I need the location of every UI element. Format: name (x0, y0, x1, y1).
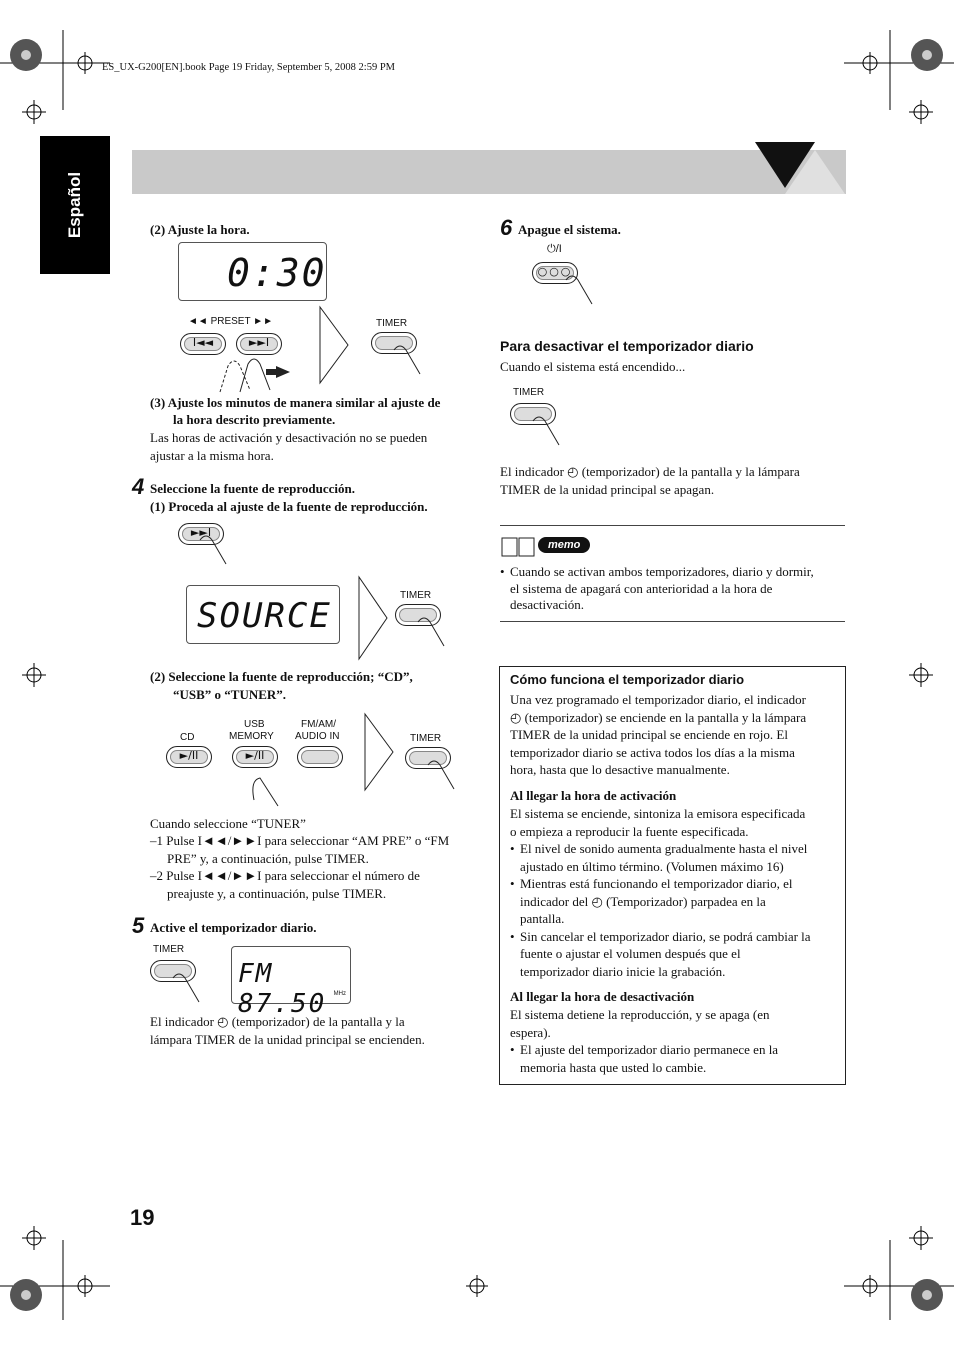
lcd-display-time (178, 242, 327, 301)
timer-label-4: TIMER (153, 944, 185, 955)
box-b2-line: • Mientras está funcionando el temporizador diario, el (520, 876, 793, 891)
info-box (499, 666, 846, 1085)
box-p2-line: El sistema se enciende, sintoniza la emisora especificada (510, 806, 806, 821)
box-b1-line: • El nivel de sonido aumenta gradualmente hasta el nivel (520, 841, 808, 856)
finger-icon-6 (169, 970, 209, 1006)
box-b3-line: temporizador diario inicie la grabación. (520, 963, 726, 979)
lcd-fm-text: FM 87.50 (238, 959, 327, 1019)
section-banner (132, 150, 846, 194)
tuner-line-4: –2 Pulse I◄◄/►►I para seleccionar el número de (150, 868, 420, 883)
lcd-mhz-unit: MHz (333, 991, 346, 997)
step5-body-1: El indicador ◴ (temporizador) de la pantalla y la (150, 1014, 405, 1029)
next-arrow-icon (318, 305, 350, 385)
usb-play-button[interactable] (232, 746, 278, 768)
standby-dots: ○○○ (537, 265, 573, 278)
box-p1-line: temporizador diario se activa todos los días a la misma (510, 744, 795, 760)
page-number: 19 (130, 1205, 155, 1230)
step2-title: (2) Ajuste la hora. (150, 222, 250, 237)
step6-number: 6 (500, 215, 513, 240)
box-b3-line: • Sin cancelar el temporizador diario, se podrá cambiar la (520, 928, 811, 944)
usb-play-glyph: ►/II (245, 749, 265, 762)
timer-label-5: TIMER (513, 387, 545, 398)
fm-label-2: AUDIO IN (295, 731, 340, 742)
fm-label-1: FM/AM/ (301, 719, 336, 730)
step5-body-2: lámpara TIMER de la unidad principal se encienden. (150, 1032, 425, 1047)
next-arrow-icon-3 (363, 712, 395, 792)
box-deactivation-list (510, 1041, 844, 1076)
box-p1-line: Una vez programado el temporizador diario, el indicador (510, 692, 806, 707)
memo-bottom-rule (500, 621, 845, 622)
memo-line-2: el sistema de apagará con anterioridad a la hora de (510, 580, 773, 596)
step6-title: Apague el sistema. (518, 222, 621, 237)
box-p3-line: El sistema detiene la reproducción, y se apaga (en (510, 1007, 770, 1022)
lcd-source-text: SOURCE (197, 596, 332, 636)
box-heading-activation: Al llegar la hora de activación (510, 788, 677, 803)
step4-number: 4 (132, 474, 145, 499)
box-title: Cómo funciona el temporizador diario (510, 672, 745, 687)
box-activation-list (510, 840, 844, 980)
language-tab (40, 136, 110, 274)
timer-label-2: TIMER (400, 590, 432, 601)
finger-icon-5 (424, 757, 464, 793)
step4-sub2-2: “USB” o “TUNER”. (173, 687, 287, 702)
usb-label-1: USB (244, 719, 265, 730)
cd-play-glyph: ►/II (179, 749, 199, 762)
tuner-line-5: preajuste y, a continuación, pulse TIMER. (167, 886, 387, 901)
lcd-time-text: 0:30 (227, 251, 327, 295)
file-info-header: ES_UX-G200[EN].book Page 19 Friday, September 5, 2008 2:59 PM (102, 62, 396, 73)
finger-icon-3 (414, 614, 454, 650)
section-title: Para desactivar el temporizador diario (500, 338, 754, 354)
memo-top-rule (500, 525, 845, 526)
finger-icon-1 (390, 342, 430, 378)
finger-icon-2 (196, 532, 236, 568)
banner-triangle-icon (755, 140, 850, 196)
box-paragraph-3 (510, 1006, 840, 1041)
timer-label-1: TIMER (376, 318, 408, 329)
lcd-display-source (186, 585, 340, 644)
tuner-line-2: –1 Pulse I◄◄/►►I para seleccionar “AM PRE” o “FM (150, 833, 450, 848)
next-glyph-2: ►►I (190, 526, 212, 539)
box-b1-line: ajustado en último término. (Volumen máximo 16) (520, 858, 784, 874)
step3-body-1: Las horas de activación y desactivación no se pueden (150, 430, 428, 445)
box-p2-line: o empieza a reproducir la fuente especificada. (510, 823, 749, 839)
usb-label-2: MEMORY (229, 731, 274, 742)
lcd-display-fm (231, 946, 351, 1019)
box-p1-line: hora, hasta que lo desactive manualmente. (510, 762, 730, 777)
box-bullet (510, 840, 844, 875)
step4-sub2-1: (2) Seleccione la fuente de reproducción; “CD”, (150, 669, 413, 684)
finger-icon-7 (562, 272, 602, 308)
fm-am-button[interactable] (297, 746, 343, 768)
box-paragraph-2 (510, 805, 840, 840)
cd-label: CD (180, 732, 195, 743)
step3-title-1: (3) Ajuste los minutos de manera similar al ajuste de (150, 395, 441, 410)
preset-label: ◄◄ PRESET ►► (188, 316, 273, 327)
finger-icon-4 (250, 770, 290, 810)
prev-glyph: I◄◄ (192, 336, 214, 349)
next-glyph: ►►I (248, 336, 270, 349)
box-paragraph-1 (510, 691, 840, 779)
power-symbol: ⏻/I (547, 243, 562, 255)
off-body-2: TIMER de la unidad principal se apagan. (500, 482, 715, 497)
box-b4-line: memoria hasta que usted lo cambie. (520, 1059, 707, 1075)
box-bullet (510, 875, 844, 928)
box-b3-line: fuente o ajustar el volumen después que el (520, 946, 741, 961)
step4-sub1: (1) Proceda al ajuste de la fuente de reproducción. (150, 499, 428, 514)
box-b2-line: pantalla. (520, 911, 565, 926)
next-arrow-icon-2 (357, 575, 389, 661)
book-icon (500, 534, 536, 558)
memo-badge: memo (538, 537, 590, 553)
box-b4-line: • El ajuste del temporizador diario permanece en la (520, 1042, 779, 1057)
tuner-line-1: Cuando seleccione “TUNER” (150, 816, 306, 831)
memo-line-1: Cuando se activan ambos temporizadores, diario y dormir, (510, 564, 814, 579)
language-tab-label: Español (65, 171, 84, 239)
section-sub: Cuando el sistema está encendido... (500, 359, 686, 374)
box-heading-deactivation: Al llegar la hora de desactivación (510, 989, 695, 1004)
memo-line-3: desactivación. (510, 597, 584, 612)
cd-play-button[interactable] (166, 746, 212, 768)
step5-title: Active el temporizador diario. (150, 920, 317, 935)
memo-list (500, 564, 845, 614)
timer-label-3: TIMER (410, 733, 442, 744)
box-bullet (510, 928, 844, 981)
memo-item (500, 564, 845, 614)
box-p1-line: ◴ (temporizador) se enciende en la pantalla y la lámpara (510, 709, 807, 725)
box-bullet (510, 1041, 844, 1076)
finger-press-icon (210, 352, 300, 394)
off-body-1: El indicador ◴ (temporizador) de la pantalla y la lámpara (500, 464, 800, 479)
box-p1-line: TIMER de la unidad principal se enciende en rojo. El (510, 727, 788, 742)
box-p3-line: espera). (510, 1024, 551, 1040)
step5-number: 5 (132, 913, 145, 938)
step4-title: Seleccione la fuente de reproducción. (150, 481, 355, 496)
box-b2-line: indicador del ◴ (Temporizador) parpadea en la (520, 893, 766, 909)
step3-title-2: la hora descrito previamente. (173, 412, 336, 427)
finger-icon-8 (529, 413, 569, 449)
tuner-line-3: PRE” y, a continuación, pulse TIMER. (167, 851, 369, 866)
step3-body-2: ajustar a la misma hora. (150, 448, 274, 463)
